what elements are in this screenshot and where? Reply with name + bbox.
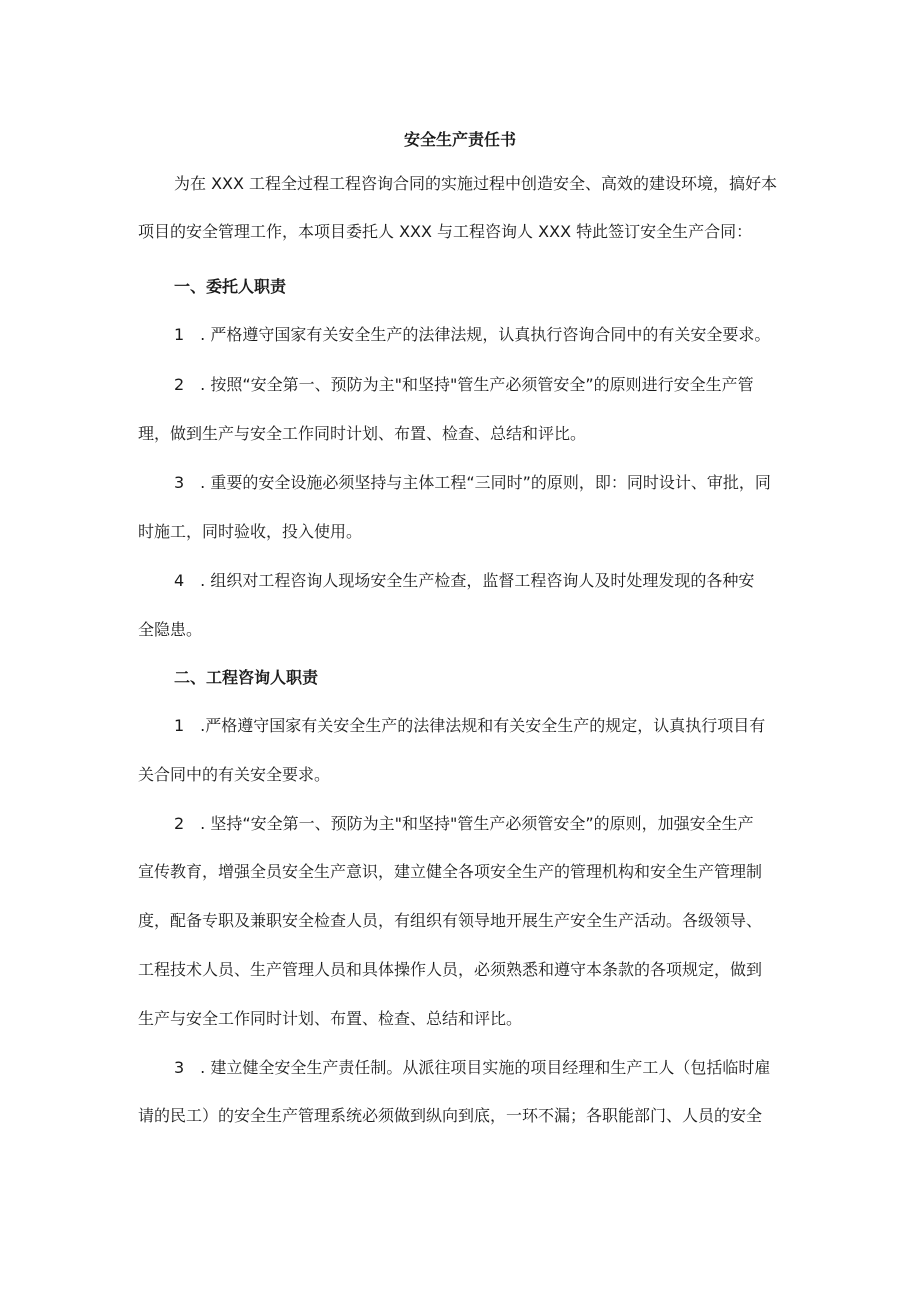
section-heading-client-duties: 一、委托人职责 [174,277,287,296]
consultant-duty-3-line-2: 请的民工）的安全生产管理系统必须做到纵向到底，一环不漏；各职能部门、人员的安全 [138,1106,763,1125]
client-duty-3-line-2: 时施工，同时验收，投入使用。 [138,522,363,541]
consultant-duty-1-line-2: 关合同中的有关安全要求。 [138,765,331,784]
consultant-duty-2-line-1: 2 . 坚持“安全第一、预防为主"和坚持"管生产必须管安全”的原则，加强安全生产 [174,814,754,833]
intro-line-1: 为在 XXX 工程全过程工程咨询合同的实施过程中创造安全、高效的建设环境，搞好本 [174,174,778,193]
consultant-duty-2-line-3: 度，配备专职及兼职安全检查人员，有组织有领导地开展生产安全生产活动。各级领导、 [138,911,763,930]
intro-line-2: 项目的安全管理工作，本项目委托人 XXX 与工程咨询人 XXX 特此签订安全生产合同： [138,222,753,241]
client-duty-2-line-1: 2 . 按照“安全第一、预防为主"和坚持"管生产必须管安全”的原则进行安全生产管 [174,375,754,394]
client-duty-2-line-2: 理，做到生产与安全工作同时计划、布置、检查、总结和评比。 [138,424,587,443]
client-duty-1-line-1: 1 . 严格遵守国家有关安全生产的法律法规，认真执行咨询合同中的有关安全要求。 [174,325,771,344]
client-duty-3-line-1: 3 . 重要的安全设施必须坚持与主体工程“三同时”的原则，即：同时设计、审批，同 [174,473,771,492]
client-duty-4-line-1: 4 . 组织对工程咨询人现场安全生产检查，监督工程咨询人及时处理发现的各种安 [174,571,755,590]
consultant-duty-2-line-4: 工程技术人员、生产管理人员和具体操作人员，必须熟悉和遵守本条款的各项规定，做到 [138,960,763,979]
consultant-duty-1-line-1: 1 .严格遵守国家有关安全生产的法律法规和有关安全生产的规定，认真执行项目有 [174,716,766,735]
consultant-duty-2-line-2: 宣传教育，增强全员安全生产意识，建立健全各项安全生产的管理机构和安全生产管理制 [138,862,763,881]
consultant-duty-3-line-1: 3 . 建立健全安全生产责任制。从派往项目实施的项目经理和生产工人（包括临时雇 [174,1058,771,1077]
section-heading-consultant-duties: 二、工程咨询人职责 [174,668,319,687]
document-title: 安全生产责任书 [403,130,516,149]
client-duty-4-line-2: 全隐患。 [138,620,203,639]
consultant-duty-2-line-5: 生产与安全工作同时计划、布置、检查、总结和评比。 [138,1009,523,1028]
